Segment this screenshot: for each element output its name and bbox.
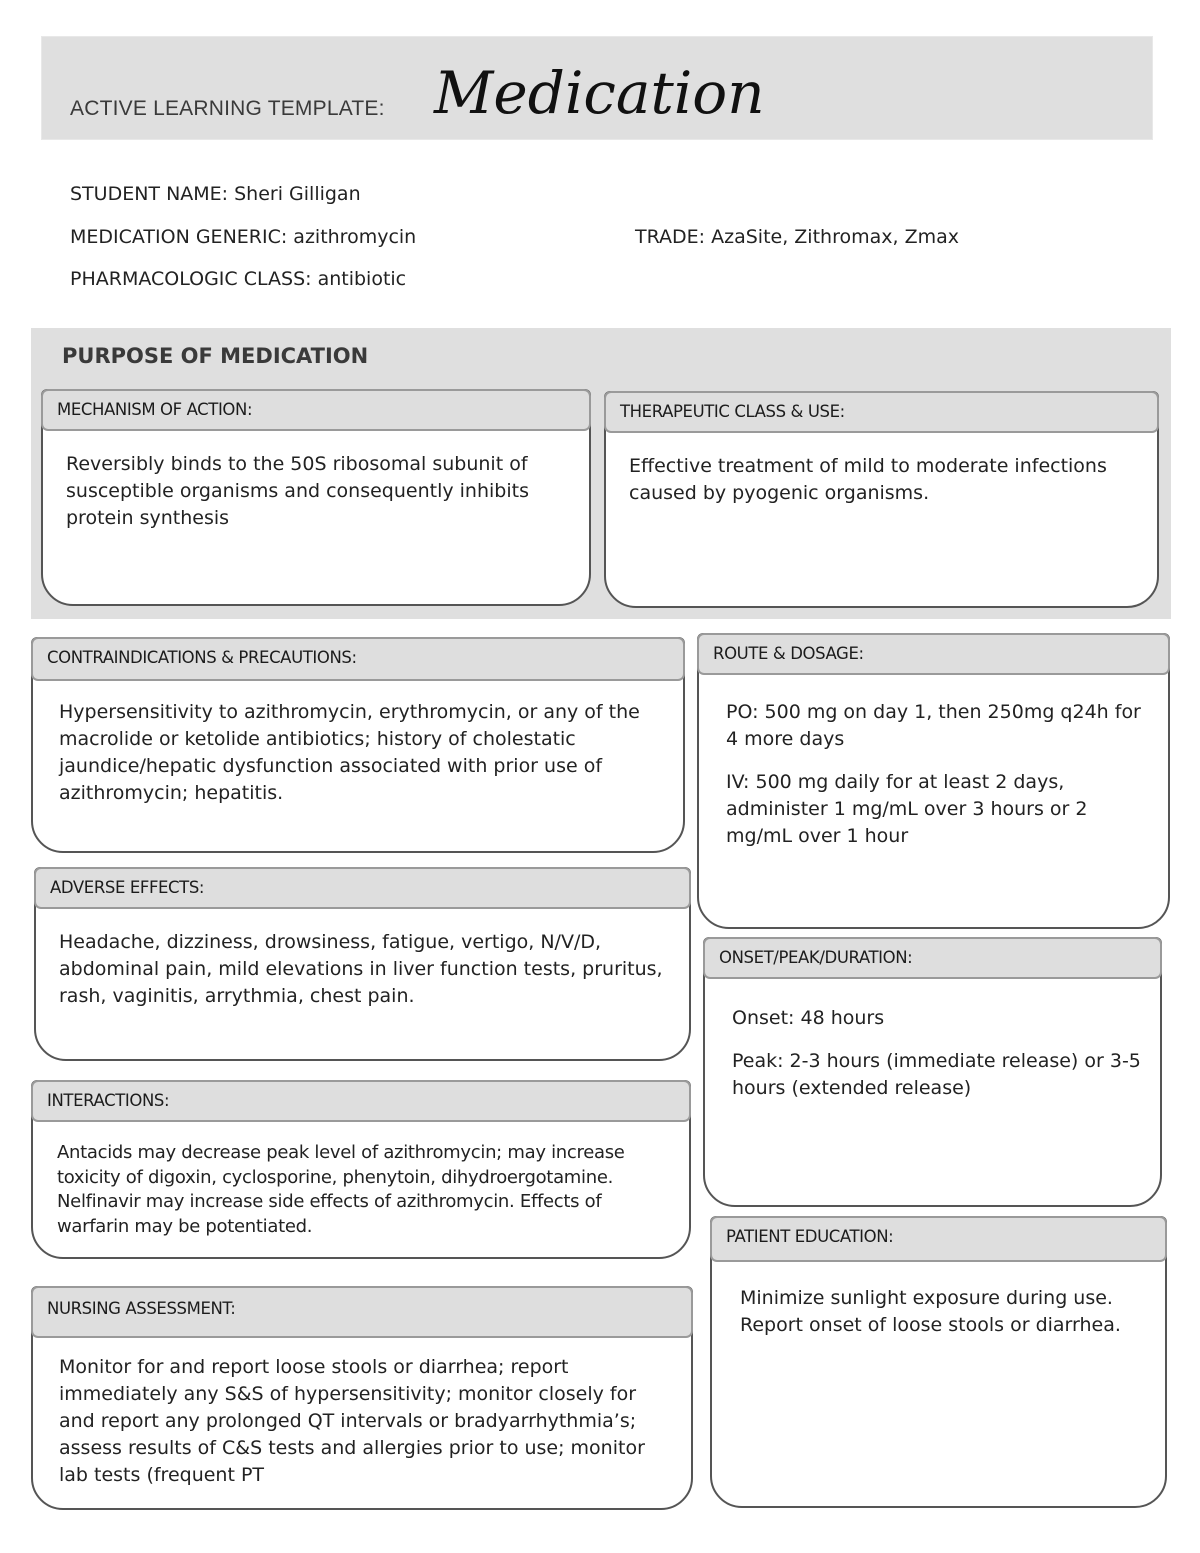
section-label: THERAPEUTIC CLASS & USE: [620, 402, 845, 421]
onset-peak-duration-box [703, 937, 1162, 1207]
patient-education-header [710, 1216, 1167, 1262]
adverse-effects-header [34, 867, 691, 909]
nursing-assessment-box [31, 1286, 693, 1510]
mechanism-of-action-text: Reversibly binds to the 50S ribosomal subunit of susceptible organisms and consequently inhibits protein synthesis [66, 453, 529, 529]
contraindications-header [31, 637, 685, 681]
mechanism-of-action-header [41, 389, 591, 431]
section-label: MECHANISM OF ACTION: [57, 400, 253, 419]
patient-education-box [710, 1216, 1167, 1508]
patient-education-text: Minimize sunlight exposure during use. Report onset of loose stools or diarrhea. [740, 1287, 1121, 1336]
mechanism-of-action-box [41, 389, 591, 606]
contraindications-box [31, 637, 685, 853]
peak-text: Peak: 2-3 hours (immediate release) or 3-5 hours (extended release) [732, 1050, 1141, 1099]
page-title: Medication [434, 59, 765, 127]
pharmacologic-class-field: PHARMACOLOGIC CLASS: antibiotic [70, 268, 407, 290]
therapeutic-class-header [604, 391, 1159, 433]
template-label: ACTIVE LEARNING TEMPLATE: [70, 97, 385, 120]
nursing-assessment-text: Monitor for and report loose stools or diarrhea; report immediately any S&S of hypersensitivity; monitor closely for and report any prolonged QT intervals or bradyarrhythmia’s; assess results of C&S tests and allergies prior to use; monitor lab tests (frequent PT [59, 1356, 645, 1486]
section-label: PATIENT EDUCATION: [726, 1227, 894, 1246]
student-name-field: STUDENT NAME: Sheri Gilligan [70, 183, 361, 205]
therapeutic-class-box [604, 391, 1159, 608]
section-label: CONTRAINDICATIONS & PRECAUTIONS: [47, 648, 357, 667]
therapeutic-class-text: Effective treatment of mild to moderate infections caused by pyogenic organisms. [629, 455, 1107, 504]
interactions-header [31, 1080, 691, 1122]
purpose-title: PURPOSE OF MEDICATION [62, 344, 369, 368]
contraindications-text: Hypersensitivity to azithromycin, erythromycin, or any of the macrolide or ketolide antibiotics; history of cholestatic jaundice/hepatic dysfunction associated with prior use of azithromycin; hepatitis. [59, 701, 640, 804]
adverse-effects-text: Headache, dizziness, drowsiness, fatigue, vertigo, N/V/D, abdominal pain, mild elevations in liver function tests, pruritus, rash, vaginitis, arrythmia, chest pain. [59, 931, 663, 1007]
medication-generic-field: MEDICATION GENERIC: azithromycin [70, 226, 417, 248]
onset-peak-duration-text [732, 1005, 1146, 1118]
template-title-bar [41, 36, 1153, 140]
route-dosage-header [697, 633, 1170, 675]
section-label: INTERACTIONS: [47, 1091, 170, 1110]
onset-text: Onset: 48 hours [732, 1007, 885, 1029]
route-dosage-text [726, 699, 1154, 866]
route-dosage-po: PO: 500 mg on day 1, then 250mg q24h for 4 more days [726, 701, 1141, 750]
route-dosage-box [697, 633, 1170, 929]
section-label: ONSET/PEAK/DURATION: [719, 948, 913, 967]
interactions-box [31, 1080, 691, 1259]
route-dosage-iv: IV: 500 mg daily for at least 2 days, administer 1 mg/mL over 3 hours or 2 mg/mL over 1 hour [726, 771, 1088, 847]
adverse-effects-box [34, 867, 691, 1061]
interactions-text: Antacids may decrease peak level of azithromycin; may increase toxicity of digoxin, cyclosporine, phenytoin, dihydroergotamine. Nelfinavir may increase side effects of azithromycin. Effects of warfarin may be potentiated. [57, 1142, 625, 1237]
section-label: ADVERSE EFFECTS: [50, 878, 205, 897]
section-label: ROUTE & DOSAGE: [713, 644, 864, 663]
onset-peak-duration-header [703, 937, 1162, 979]
section-label: NURSING ASSESSMENT: [47, 1299, 236, 1318]
trade-name-field: TRADE: AzaSite, Zithromax, Zmax [635, 226, 959, 248]
nursing-assessment-header [31, 1286, 693, 1338]
